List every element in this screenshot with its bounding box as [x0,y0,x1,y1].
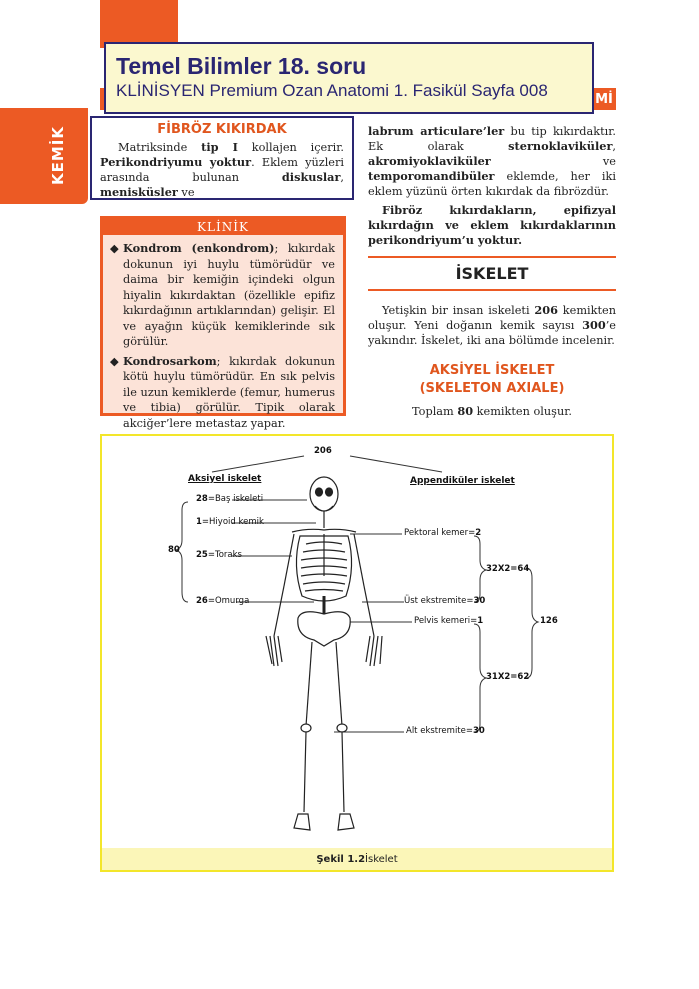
overlay-title: Temel Bilimler 18. soru [116,53,367,79]
aksiyel-title-line2: (SKELETON AXIALE) [419,381,565,396]
iskelet-paragraph [368,303,616,348]
header-tag: Mİ [595,91,613,107]
appendicular-total: 126 [540,616,558,626]
fibroz-text-5: ve [177,186,195,199]
perikondriyum-text: Fibröz kıkırdakların, epifizyal kıkırdağın ve eklem kıkırdaklarının perikondriyum’u yoktur. [368,203,616,247]
labrum-text-2: , [612,140,616,153]
right-column [368,124,616,419]
label-pelvis-kemeri: Pelvis kemeri=1 [414,616,484,626]
figure-caption-number: Şekil 1.2 [316,853,366,865]
overlay-subtitle: KLİNİSYEN Premium Ozan Anatomi 1. Fasikül Sayfa 008 [116,81,548,100]
bold-temporomandibuler: temporomandibüler [368,169,495,183]
fibroz-kikirdak-box [90,116,354,200]
skeleton-illustration [102,436,612,870]
iskelet-text-1: Yetişkin bir insan iskeleti [382,304,535,317]
fibroz-paragraph [100,140,344,200]
label-omurga: 26=Omurga [196,596,250,606]
chapter-side-tab-label: KEMİK [49,125,67,185]
label-toraks: 25=Toraks [196,550,242,560]
label-hiyoid: 1=Hiyoid kemik [196,517,264,527]
appendicular-heading: Appendiküler iskelet [410,476,515,486]
section-rule-bottom [368,289,616,291]
figure-total: 206 [314,446,332,456]
aksiyel-text-2: kemikten oluşur. [473,405,572,418]
labrum-text-4: eklemde, her iki eklem yüzünü örten kıkırdak da fibrözdür. [368,170,616,198]
aksiyel-title [368,362,616,398]
iskelet-title: İSKELET [455,264,529,283]
axial-total: 80 [168,545,180,555]
klinik-item-kondrom [103,239,343,352]
figure-caption [102,848,612,870]
label-ust-ekstremite: Üst ekstremite=30 [404,596,486,606]
iskelet-text-2: kemikten oluşur. Yeni doğanın kemik sayısı [368,304,617,332]
fibroz-bold-diskuslar: diskuslar [281,170,341,184]
bullet-diamond-icon: ◆ [110,242,119,255]
bold-labrum: labrum articulare’ler [368,124,505,138]
top-accent-stripe [100,0,178,48]
label-alt-ekstremite: Alt ekstremite=30 [406,726,485,736]
bold-300: 300 [582,318,606,332]
klinik-item-kondrom-bold: Kondrom (enkondrom) [123,241,275,255]
label-pektoral-kemer: Pektoral kemer=2 [404,528,482,538]
iskelet-text-3: ’e yakındır. İskelet, iki ana bölümde incelenir. [368,319,616,347]
question-overlay-box [104,42,594,114]
fibroz-bold-meniskusler: menisküsler [100,185,178,199]
perikondriyum-paragraph [368,203,616,248]
bold-80: 80 [457,404,474,418]
bold-sternoklavikuler: sternoklaviküler [508,139,613,153]
fibroz-text-3: . Eklem yüzleri arasında bulunan [100,156,345,184]
aksiyel-paragraph [368,404,616,419]
fibroz-text-1: Matriksinde [118,141,202,154]
section-rule-top [368,256,616,258]
aksiyel-title-line1: AKSİYEL İSKELET [429,363,555,378]
klinik-title: KLİNİK [103,219,343,235]
labrum-text-3: ve [490,155,616,168]
bold-206: 206 [534,303,558,317]
aksiyel-text-1: Toplam [412,405,458,418]
labrum-paragraph [368,124,616,199]
label-bas-iskeleti: 28=Baş iskeleti [196,494,264,504]
klinik-item-kondrosarkom-text: ; kıkırdak dokunun kötü huylu tümörüdür. En sık pelvis ile uzun kemiklerde (femur, humerus ve tibia) görülür. Tipik olarak akciğer’lere metastaz yapar. [123,354,335,430]
lower-sum: 31X2=62 [486,672,530,682]
labrum-text-1: bu tip kıkırdaktır. Ek olarak [368,125,616,153]
klinik-item-kondrom-text: ; kıkırdak dokunun iyi huylu tümörüdür ve daima bir kemiğin içindeki olgun hiyalin kıkırdaktan (özellikle epifiz kıkırdağının artıklarından) gelişir. El ve ayağın küçük kemiklerinde sık görülür. [123,242,335,348]
fibroz-text-2: kollajen içerir. [237,141,344,154]
figure-caption-text: İskelet [365,853,398,865]
fibroz-bold-perikondriyum: Perikondriyumu yoktur [100,155,252,169]
klinik-box [100,216,346,430]
axial-heading: Aksiyel iskelet [188,474,262,484]
fibroz-text-4: , [340,171,344,184]
skeleton-figure [100,434,614,872]
upper-sum: 32X2=64 [486,564,530,574]
fibroz-title: FİBRÖZ KIKIRDAK [157,122,287,137]
klinik-item-kondrosarkom [103,352,343,434]
bold-akromiyoklavikuler: akromiyoklaviküler [368,154,491,168]
fibroz-bold-tip1: tip I [201,140,238,154]
bullet-diamond-icon: ◆ [110,354,119,368]
klinik-item-kondrosarkom-bold: Kondrosarkom [123,353,217,368]
